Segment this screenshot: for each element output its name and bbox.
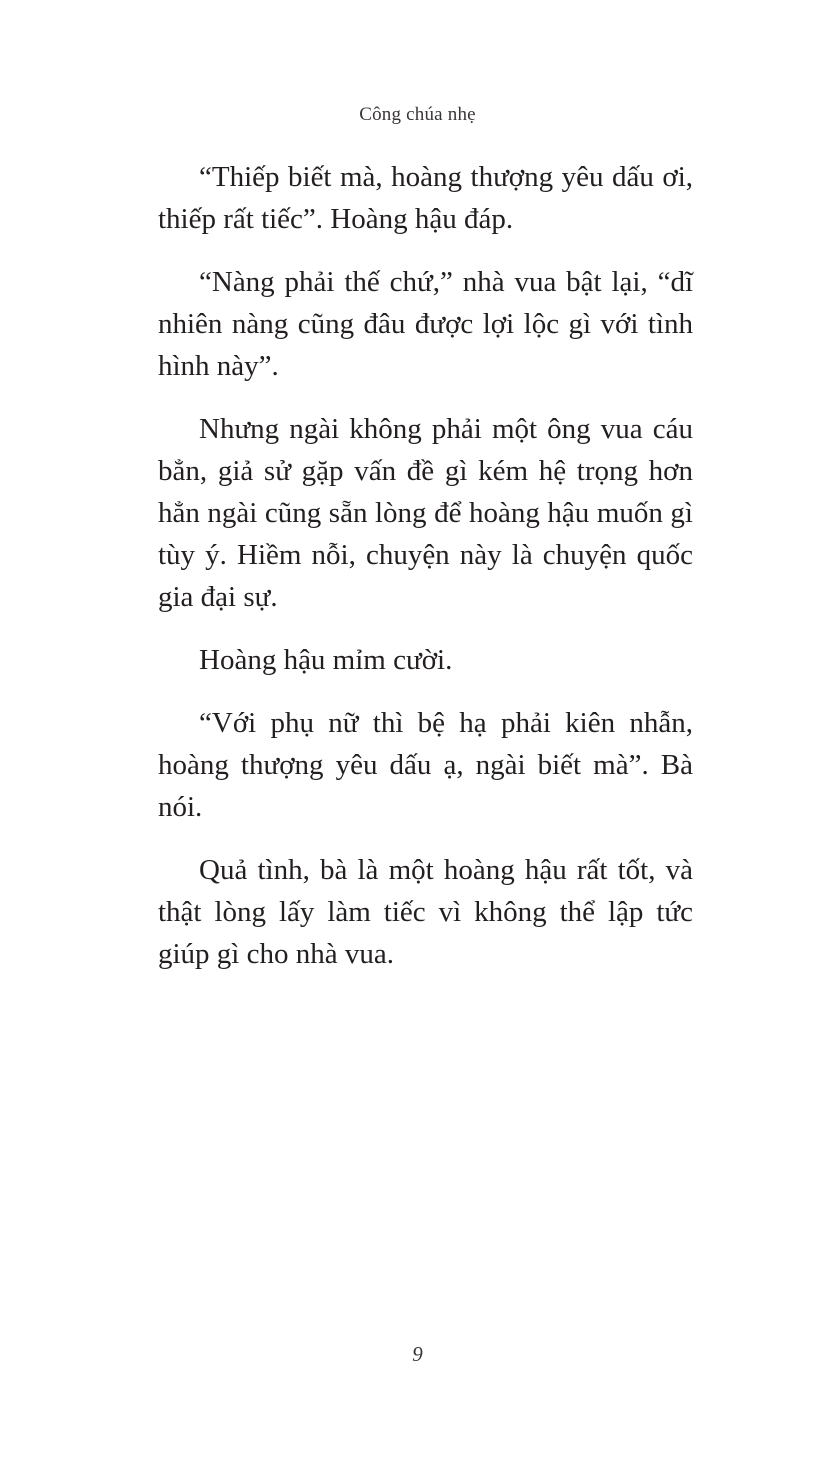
paragraph-3: Nhưng ngài không phải một ông vua cáu bẳn, giả sử gặp vấn đề gì kém hệ trọng hơn hẳn ngài cũng sẵn lòng để hoàng hậu muốn gì tùy ý. Hiềm nỗi, chuyện này là chuyện quốc gia đại sự. (158, 413, 693, 613)
paragraph-4: Hoàng hậu mỉm cười. (199, 644, 453, 676)
page-number: 9 (412, 1342, 423, 1366)
paragraph-1: “Thiếp biết mà, hoàng thượng yêu dấu ơi, thiếp rất tiếc”. Hoàng hậu đáp. (158, 161, 693, 235)
body-text (158, 156, 693, 996)
paragraph-2: “Nàng phải thế chứ,” nhà vua bật lại, “dĩ nhiên nàng cũng đâu được lợi lộc gì với tình hình này”. (158, 266, 693, 382)
running-header: Công chúa nhẹ (359, 104, 476, 125)
paragraph-5: “Với phụ nữ thì bệ hạ phải kiên nhẫn, hoàng thượng yêu dấu ạ, ngài biết mà”. Bà nói. (158, 707, 693, 823)
paragraph-6: Quả tình, bà là một hoàng hậu rất tốt, và thật lòng lấy làm tiếc vì không thể lập tức giúp gì cho nhà vua. (158, 854, 693, 970)
